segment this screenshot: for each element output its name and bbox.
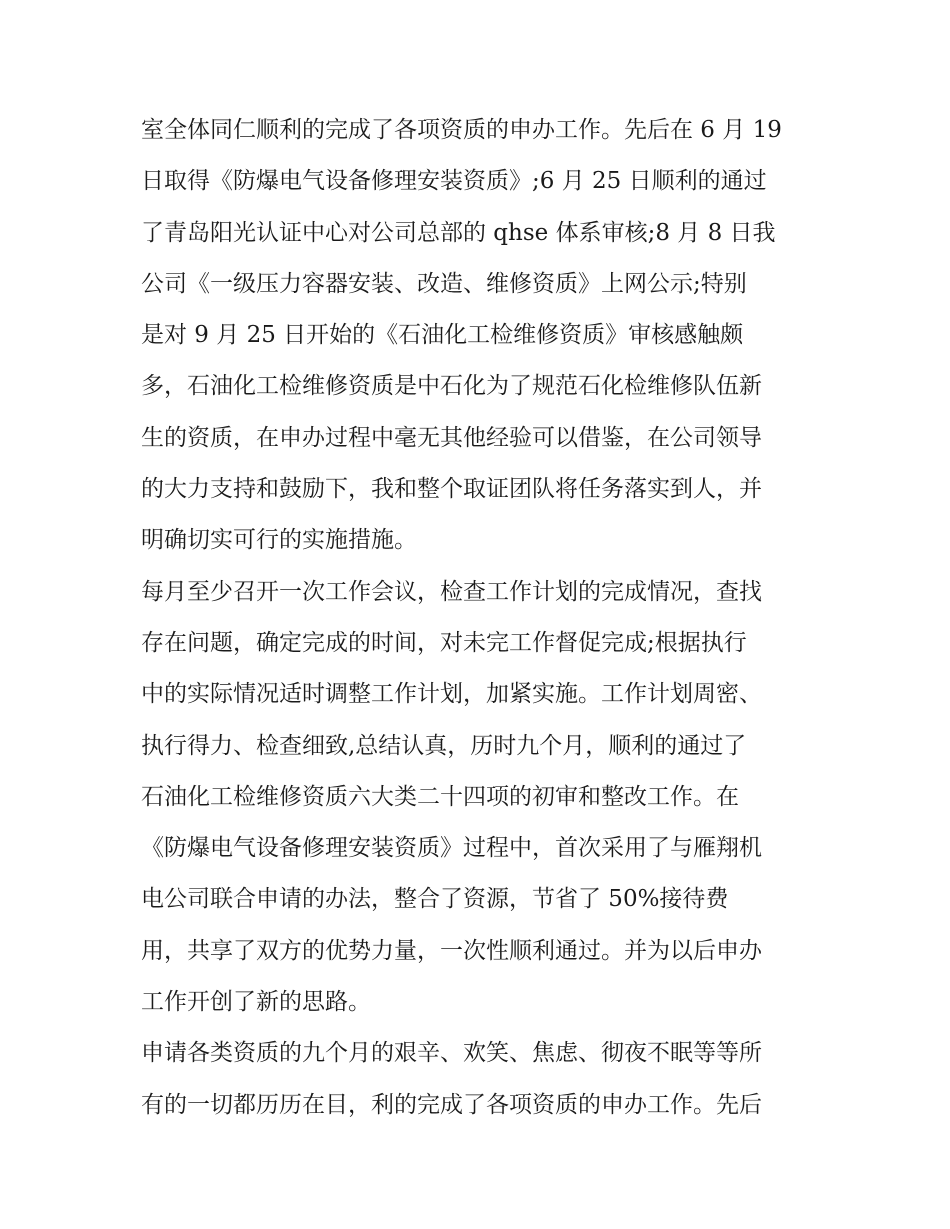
text-line: 生的资质，在申办过程中毫无其他经验可以借鉴，在公司领导 [141, 424, 762, 451]
text-line: 公司《一级压力容器安装、改造、维修资质》上网公示;特别 [141, 270, 747, 297]
text-line: 存在问题，确定完成的时间，对未完工作督促完成;根据执行 [141, 629, 747, 656]
text-line: 了青岛阳光认证中心对公司总部的 qhse 体系审核;8 月 8 日我 [141, 219, 776, 246]
text-line: 工作开创了新的思路。 [141, 989, 371, 1016]
text-line: 用，共享了双方的优势力量，一次性顺利通过。并为以后申办 [141, 937, 762, 964]
text-line: 室全体同仁顺利的完成了各项资质的申办工作。先后在 6 月 19 [141, 117, 782, 143]
text-line: 每月至少召开一次工作会议，检查工作计划的完成情况，查找 [141, 578, 762, 605]
text-line: 多，石油化工检维修资质是中石化为了规范石化检维修队伍新 [141, 373, 762, 400]
text-line: 的大力支持和鼓励下，我和整个取证团队将任务落实到人，并 [141, 476, 762, 503]
text-line: 石油化工检维修资质六大类二十四项的初审和整改工作。在 [141, 783, 739, 810]
text-line: 是对 9 月 25 日开始的《石油化工检维修资质》审核感触颇 [141, 322, 744, 349]
document-body [141, 108, 821, 1134]
text-line: 中的实际情况适时调整工作计划，加紧实施。工作计划周密、 [141, 681, 762, 708]
text-line: 明确切实可行的实施措施。 [141, 527, 417, 554]
text-line: 执行得力、检查细致,总结认真，历时九个月，顺利的通过了 [141, 732, 747, 759]
text-line: 有的一切都历历在目，利的完成了各项资质的申办工作。先后 [141, 1091, 762, 1118]
text-line: 电公司联合申请的办法，整合了资源，节省了 50%接待费 [141, 886, 729, 913]
text-line: 《防爆电气设备修理安装资质》过程中，首次采用了与雁翔机 [141, 835, 762, 862]
text-line: 申请各类资质的九个月的艰辛、欢笑、焦虑、彻夜不眠等等所 [141, 1040, 762, 1067]
text-line: 日取得《防爆电气设备修理安装资质》;6 月 25 日顺利的通过 [141, 168, 767, 195]
